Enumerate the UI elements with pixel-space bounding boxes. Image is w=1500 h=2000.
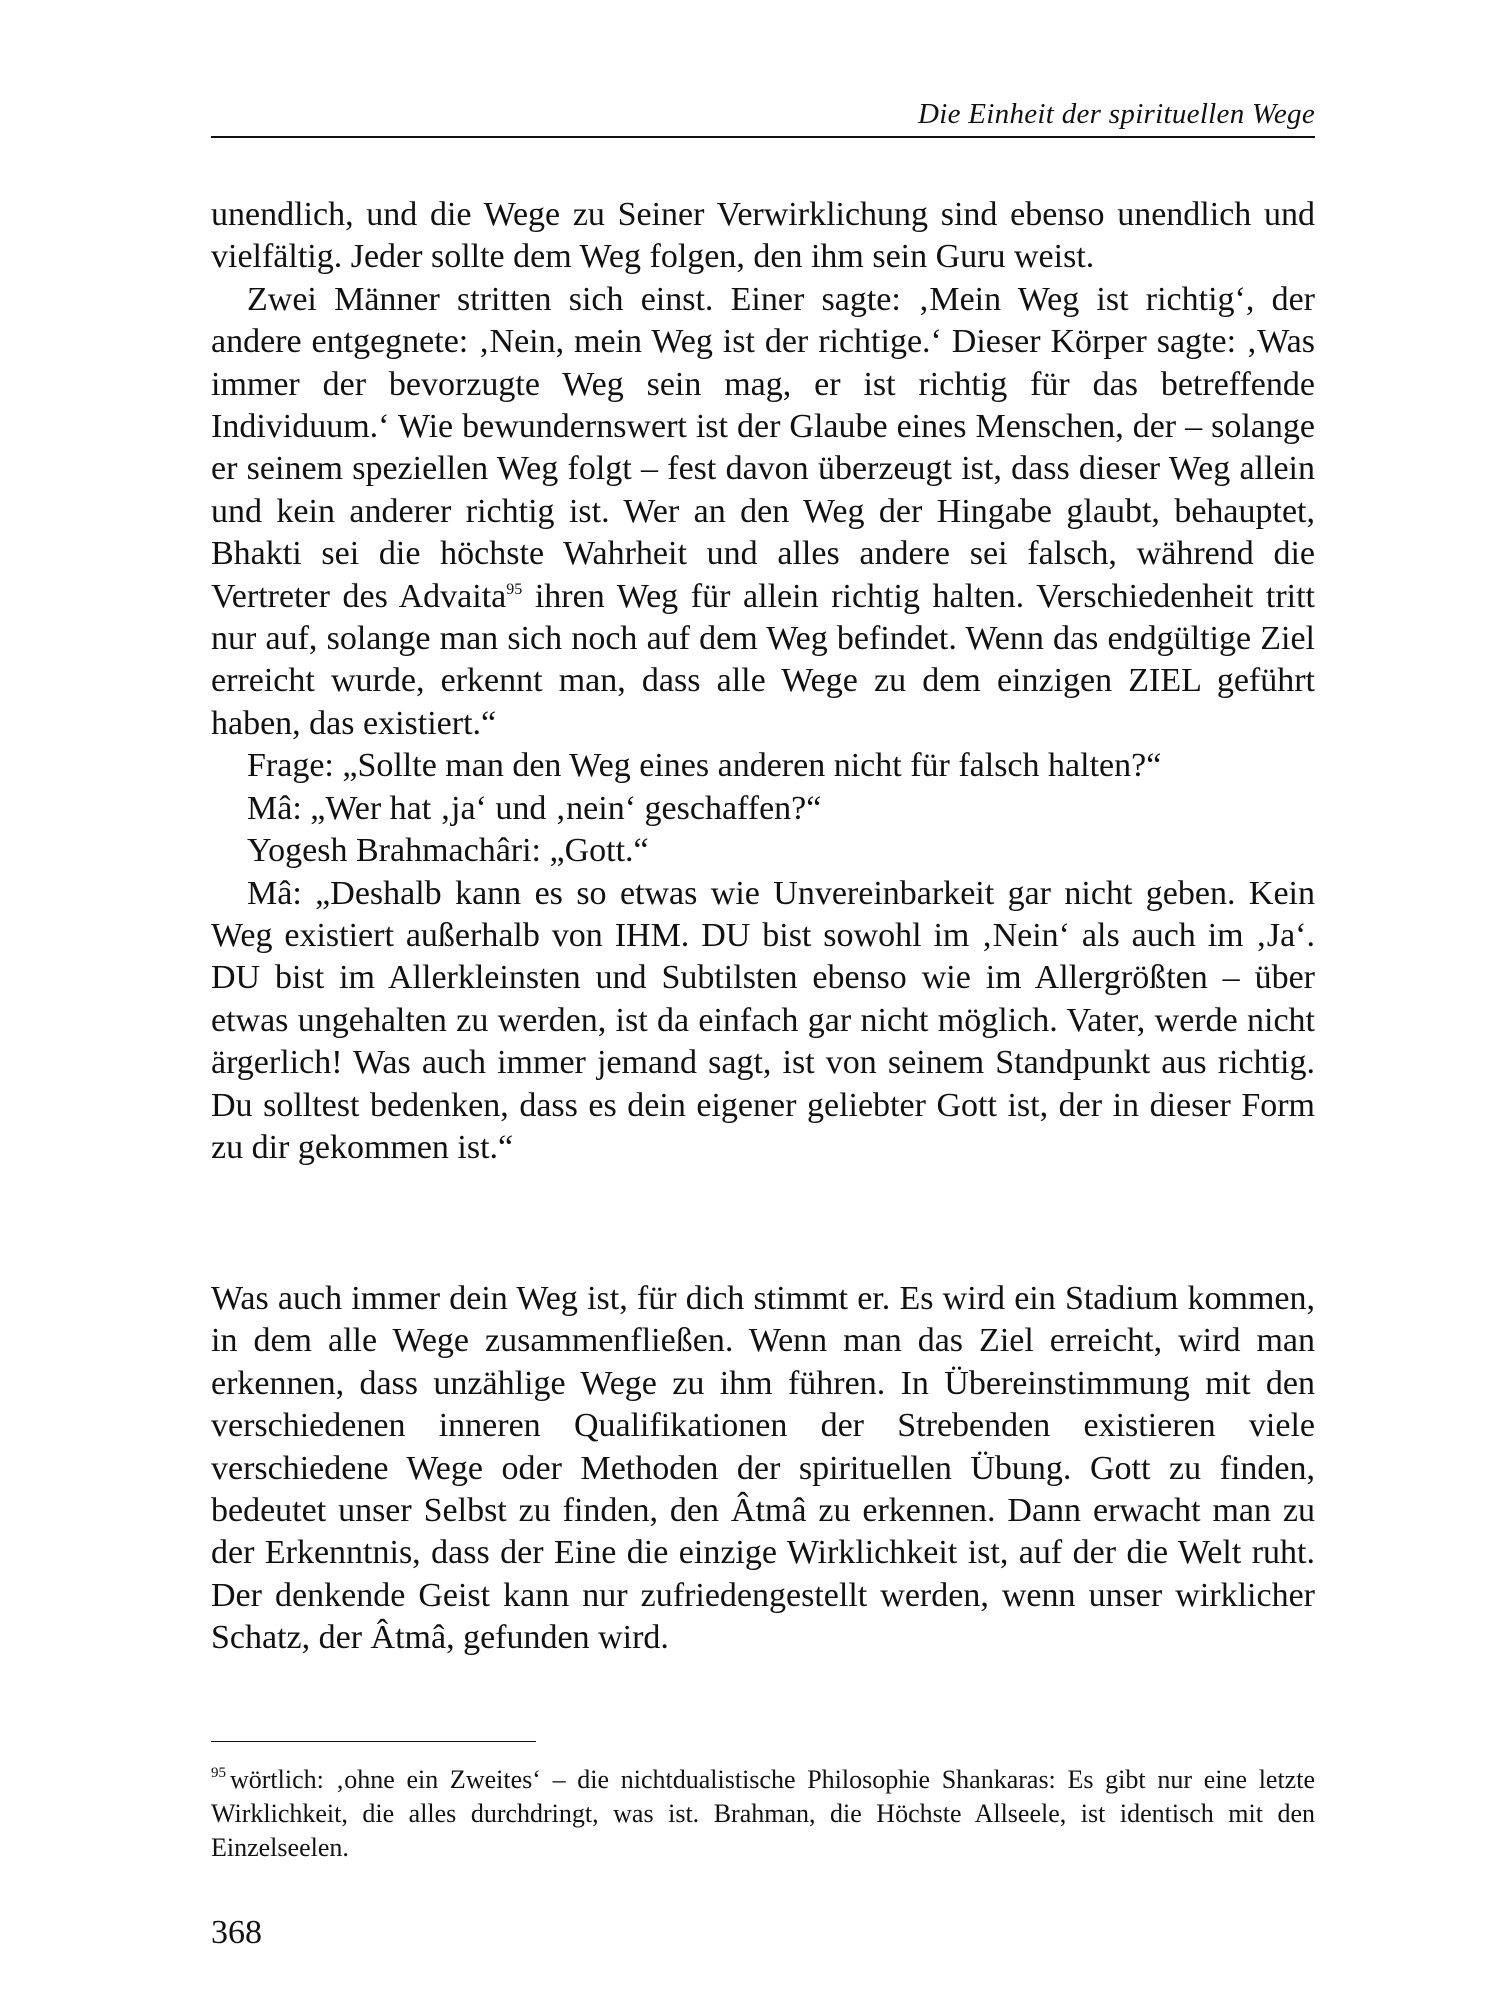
paragraph (211, 279, 1315, 745)
page-number: 368 (211, 1914, 262, 1951)
footnote-number: 95 (211, 1765, 226, 1781)
paragraph: Mâ: „Wer hat ‚ja‘ und ‚nein‘ geschaffen?“ (247, 789, 822, 827)
footnote (211, 1763, 1315, 1865)
footnote-reference[interactable]: 95 (506, 580, 523, 598)
paragraph: unendlich, und die Wege zu Seiner Verwirklichung sind ebenso unendlich und vielfältig. Jeder sollte dem Weg folgen, den ihm sein Guru weist. (211, 196, 1315, 276)
header-rule (211, 136, 1315, 138)
running-head: Die Einheit der spirituellen Wege (917, 98, 1315, 130)
footnote-text: wörtlich: ‚ohne ein Zweites‘ – die nichtdualistische Philosophie Shankaras: Es gibt nur eine letzte Wirklichkeit, die alles durchdringt, was ist. Brahman, die Höchste Allseele, ist identisch mit den Einzelseelen. (211, 1765, 1315, 1862)
paragraph: Frage: „Sollte man den Weg eines anderen nicht für falsch halten?“ (247, 747, 1162, 785)
paragraph-text: Zwei Männer stritten sich einst. Einer sagte: ‚Mein Weg ist richtig‘, der andere entgegnete: ‚Nein, mein Weg ist der richtige.‘ Dieser Körper sagte: ‚Was immer der bevorzugte Weg sein mag, er ist richtig für das betreffende Individuum.‘ Wie bewundernswert ist der Glaube eines Menschen, der – solange er seinem speziellen Weg folgt – fest davon überzeugt ist, dass dieser Weg allein und kein anderer richtig ist. Wer an den Weg der Hingabe glaubt, behauptet, Bhakti sei die höchste Wahrheit und alles andere sei falsch, während die Vertreter des Advaita (211, 280, 1315, 615)
paragraph: Yogesh Brahmachâri: „Gott.“ (247, 832, 649, 870)
paragraph-text: ihren Weg für allein richtig halten. Verschiedenheit tritt nur auf, solange man sich noch auf dem Weg befindet. Wenn das endgültige Ziel erreicht wurde, erkennt man, dass alle Wege zu dem einzigen ZIEL geführt haben, das existiert.“ (211, 577, 1315, 742)
body-text-block-1 (211, 194, 1315, 1169)
paragraph: Mâ: „Deshalb kann es so etwas wie Unvereinbarkeit gar nicht geben. Kein Weg existiert außerhalb von IHM. DU bist sowohl im ‚Nein‘ als auch im ‚Ja‘. DU bist im Allerkleinsten und Subtilsten ebenso wie im Allergrößten – über etwas ungehalten zu werden, ist da einfach gar nicht möglich. Vater, werde nicht ärgerlich! Was auch immer jemand sagt, ist von seinem Standpunkt aus richtig. Du solltest bedenken, dass es dein eigener geliebter Gott ist, der in dieser Form zu dir gekommen ist.“ (211, 874, 1315, 1166)
paragraph: Was auch immer dein Weg ist, für dich stimmt er. Es wird ein Stadium kommen, in dem alle Wege zusammenfließen. Wenn man das Ziel erreicht, wird man erkennen, dass unzählige Wege zu ihm führen. In Übereinstimmung mit den verschiedenen inneren Qualifikationen der Strebenden existieren viele verschiedene Wege oder Methoden der spirituellen Übung. Gott zu finden, bedeutet unser Selbst zu finden, den Âtmâ zu erkennen. Dann erwacht man zu der Erkenntnis, dass der Eine die einzige Wirklichkeit ist, auf der die Welt ruht. Der denkende Geist kann nur zufriedengestellt werden, wenn unser wirklicher Schatz, der Âtmâ, gefunden wird. (211, 1280, 1315, 1657)
footnote-rule (211, 1741, 536, 1742)
body-text-block-2 (211, 1278, 1315, 1660)
